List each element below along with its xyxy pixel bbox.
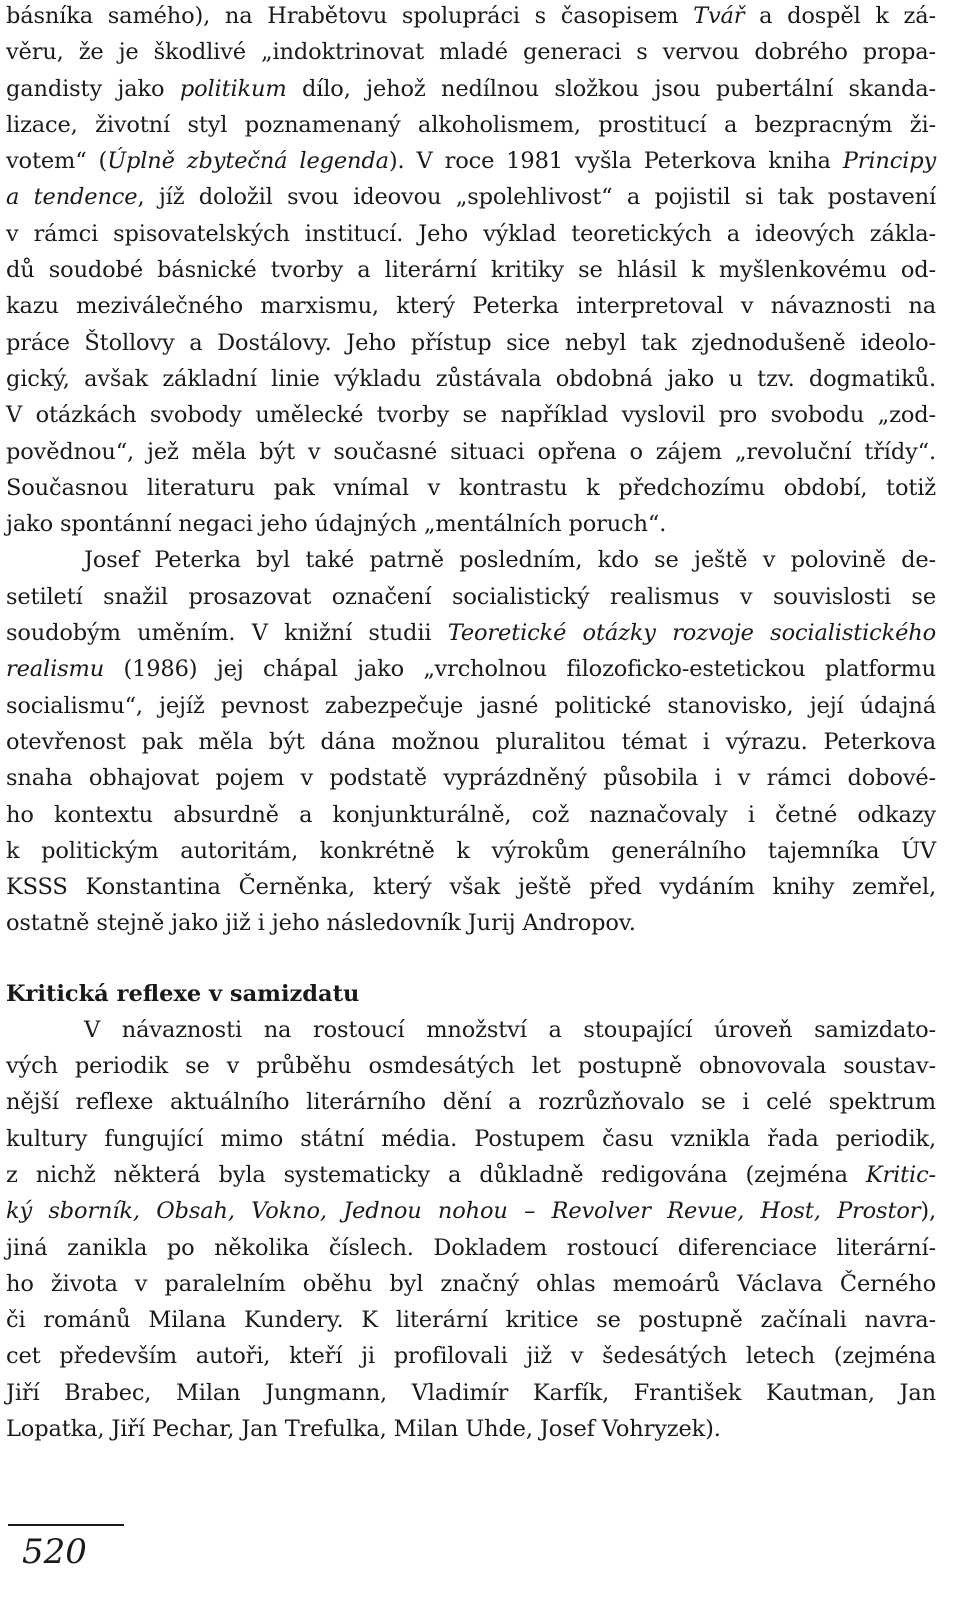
text-line: Lopatka, Jiří Pechar, Jan Trefulka, Milan Uhde, Josef Vohryzek). [6, 1415, 721, 1442]
italic-title: Kritic- [865, 1161, 936, 1188]
page-number: 520 [22, 1532, 87, 1572]
text-line: povědnou“, jež měla být v současné situaci opřena o zájem „revoluční třídy“. [6, 438, 936, 465]
text-line: snaha obhajovat pojem v podstatě vyprázdněný působila i v rámci dobové- [6, 765, 936, 792]
italic-title: Principy [842, 148, 937, 175]
text-line: básníka samého), na Hrabětovu spolupráci s časopisem Tvář a dospěl k zá- [6, 3, 936, 29]
text-line: cet především autoři, kteří ji profilovali již v šedesátých letech (zejména [6, 1343, 936, 1370]
italic-title: Teoretické otázky rozvoje socialistického [447, 620, 936, 647]
text-line: práce Štollovy a Dostálovy. Jeho přístup sice nebyl tak zjednodušeně ideolo- [6, 329, 936, 356]
italic-title: Tvář [693, 3, 745, 29]
section-paragraph [6, 1012, 936, 1448]
text-line: věru, že je škodlivé „indoktrinovat mladé generaci s vervou dobrého propa- [6, 39, 936, 66]
text-line: votem“ (Úplně zbytečná legenda). V roce 1981 vyšla Peterkova kniha Principy [6, 148, 937, 175]
text-line: ho života v paralelním oběhu byl značný ohlas memoárů Václava Černého [6, 1270, 936, 1297]
footer-rule [8, 1524, 124, 1526]
text-line: k politickým autoritám, konkrétně k výrokům generálního tajemníka ÚV [6, 837, 936, 864]
text-line: ostatně stejně jako již i jeho následovník Jurij Andropov. [6, 910, 636, 937]
text-line: a tendence, jíž doložil svou ideovou „spolehlivost“ a pojistil si tak postavení [6, 184, 937, 211]
text-line: jako spontánní negaci jeho údajných „mentálních poruch“. [6, 511, 667, 538]
italic-title: ký sborník, Obsah, Vokno, Jednou nohou – Revolver Revue, Host, Prostor [6, 1198, 921, 1225]
text-line: gandisty jako politikum dílo, jehož nedílnou složkou jsou pubertální skanda- [6, 75, 936, 102]
italic-title: Úplně zbytečná legenda [107, 148, 389, 175]
text-line: Současnou literaturu pak vnímal v kontrastu k předchozímu období, totiž [6, 474, 936, 501]
text-line: V návaznosti na rostoucí množství a stoupající úroveň samizdato- [84, 1016, 936, 1043]
document-page [6, 0, 936, 1447]
section-samizdat [6, 976, 936, 1448]
text-line: Jiří Brabec, Milan Jungmann, Vladimír Karfík, František Kautman, Jan [6, 1379, 936, 1406]
text-line: vých periodik se v průběhu osmdesátých let postupně obnovovala soustav- [6, 1053, 936, 1080]
text-line: v rámci spisovatelských institucí. Jeho výklad teoretických a ideových zákla- [6, 220, 936, 247]
text-line: či románů Milana Kundery. K literární kritice se postupně začínali navra- [6, 1307, 936, 1334]
text-line: KSSS Konstantina Černěnka, který však ještě před vydáním knihy zemřel, [6, 874, 936, 901]
text-line: dů soudobé básnické tvorby a literární kritiky se hlásil k myšlenkovému od- [6, 257, 936, 284]
text-line: ho kontextu absurdně a konjunkturálně, což naznačovaly i četné odkazy [6, 801, 936, 828]
text-line: kazu meziválečného marxismu, který Peterka interpretoval v návaznosti na [6, 293, 936, 320]
text-line: setiletí snažil prosazovat označení socialistický realismus v souvislosti se [6, 583, 936, 610]
italic-title: realismu [6, 656, 105, 683]
text-line: z nichž některá byla systematicky a důkladně redigována (zejména Kritic- [6, 1161, 936, 1188]
text-line: V otázkách svobody umělecké tvorby se například vyslovil pro svobodu „zod- [6, 402, 936, 429]
section-heading: Kritická reflexe v samizdatu [6, 980, 360, 1007]
text-line: Josef Peterka byl také patrně posledním, kdo se ještě v polovině de- [84, 547, 936, 574]
italic-title: politikum [179, 75, 287, 102]
text-line: soudobým uměním. V knižní studii Teoretické otázky rozvoje socialistického [6, 620, 936, 647]
text-line: ký sborník, Obsah, Vokno, Jednou nohou – Revolver Revue, Host, Prostor), [6, 1198, 936, 1225]
text-line: jiná zanikla po několika číslech. Dokladem rostoucí diferenciace literární- [6, 1234, 936, 1261]
page-footer [8, 1524, 124, 1572]
text-line: gický, avšak základní linie výkladu zůstávala obdobná jako u tzv. dogmatiků. [6, 365, 936, 392]
text-line: lizace, životní styl poznamenaný alkoholismem, prostitucí a bezpracným ži- [6, 111, 936, 138]
text-line: nější reflexe aktuálního literárního dění a rozrůzňovalo se i celé spektrum [6, 1089, 936, 1116]
paragraph-1 [6, 0, 936, 542]
italic-title: a tendence [6, 184, 138, 211]
text-line: otevřenost pak měla být dána možnou pluralitou témat i výrazu. Peterkova [6, 728, 936, 755]
text-line: realismu (1986) jej chápal jako „vrcholnou filozoficko-estetickou platformu [6, 656, 936, 683]
text-line: socialismu“, jejíž pevnost zabezpečuje jasné politické stanovisko, její údajná [6, 692, 936, 719]
text-line: kultury fungující mimo státní média. Postupem času vznikla řada periodik, [6, 1125, 936, 1152]
paragraph-2 [6, 542, 936, 941]
